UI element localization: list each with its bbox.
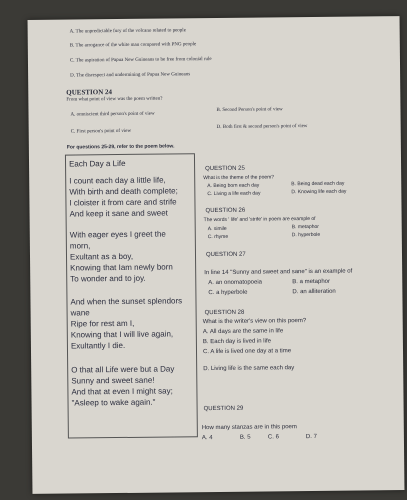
q27-option-b: B. a metaphor	[292, 278, 331, 286]
q28-option-d: D. Living life is the same each day	[203, 365, 295, 373]
poem-line: morn,	[69, 241, 91, 251]
q27-option-a: A. an onomatopoeia	[208, 279, 263, 287]
poem-line: Exultantly I die.	[70, 340, 126, 351]
q27-title: QUESTION 27	[205, 251, 246, 259]
q28-title: QUESTION 28	[204, 309, 245, 317]
poem-line: And keep it sane and sweet	[69, 208, 168, 219]
poem-line: Knowing that Iam newly born	[70, 262, 173, 273]
q27-prompt: In line 14 "Sunny and sweet and sane" is an example of	[204, 268, 353, 277]
q25-title: QUESTION 25	[205, 165, 245, 173]
q24-option-b: B. Second Person's point of view	[216, 107, 283, 113]
q26-option-c: C. rhyme	[207, 233, 229, 241]
q28-prompt: What is the writer's view on this poem?	[202, 318, 307, 326]
q29-option-c: C. 6	[267, 434, 279, 441]
poem-line: And when the sunset splendors	[70, 296, 183, 307]
q26-prompt: The words ' life' and 'strife' in poem are example of	[203, 215, 316, 224]
q24-option-d: D. Both first & second person's point of view	[216, 124, 308, 130]
poem-line: Knowing that I will live again,	[70, 329, 174, 340]
exam-sheet	[28, 16, 405, 494]
q25-option-b: B. Being dead each day	[291, 180, 345, 188]
q29-option-d: D. 7	[305, 433, 317, 441]
q26-option-d: D. hyperbole	[291, 231, 321, 239]
poem-line: Sunny and sweet sane!	[71, 375, 155, 386]
q25-option-d: D. Knowing life each day	[291, 188, 347, 196]
q25-option-a: A. Being born each day	[207, 182, 260, 190]
q24-option-a: A. omniscient third person's point of view	[70, 111, 155, 118]
q24-option-c: C. First person's point of view	[70, 128, 132, 135]
poem-line: With birth and death complete;	[69, 186, 178, 197]
q26-option-a: A. simile	[207, 225, 227, 233]
q26-option-b: B. metaphor	[291, 223, 319, 231]
prev-option-c: C. The aspiration of Papua New Guineans to be free from colonial rule	[69, 57, 212, 64]
poem-title: Each Day a Life	[68, 158, 126, 169]
prev-option-a: A. The unpredictable fury of the volcano related to people	[69, 28, 186, 35]
q24-title: QUESTION 24	[66, 88, 113, 97]
poem-line: With eager eyes I greet the	[69, 229, 166, 240]
q26-title: QUESTION 26	[205, 207, 246, 215]
poem-line: wane	[70, 308, 90, 318]
prev-option-d: D. The disrespect and undermining of Papua New Guineans	[70, 72, 191, 79]
poem-line: O that all Life were but a Day	[71, 364, 175, 375]
q28-option-c: C. A life is lived one day at a time	[202, 348, 292, 356]
instruction: For questions 25-29, refer to the poem below.	[66, 143, 175, 151]
q27-option-d: D. an alliteration	[292, 288, 336, 296]
poem-line: Exultant as a boy,	[69, 251, 134, 262]
poem-line: "Asleep to wake again."	[71, 397, 156, 408]
q29-prompt: How many stanzas are in this poem	[201, 424, 297, 432]
q28-option-a: A. All days are the same in life	[202, 328, 284, 336]
poem-line: Ripe for rest am I,	[70, 318, 135, 329]
q25-prompt: What is the theme of the poem?	[203, 174, 275, 182]
poem-line: I count each day a little life,	[69, 175, 166, 186]
q27-option-c: C. a hyperbole	[208, 289, 248, 297]
q25-option-c: C. Living a life each day	[207, 190, 261, 198]
q28-option-b: B. Each day is lived in life	[202, 338, 271, 346]
prev-option-b: B. The arrogance of the white man compared with PNG people	[69, 42, 197, 49]
poem-line: And that at even I might say;	[71, 386, 173, 397]
q29-option-b: B. 5	[239, 434, 251, 441]
q29-title: QUESTION 29	[203, 405, 244, 413]
q29-option-a: A. 4	[201, 435, 213, 442]
poem-line: I cloister it from care and strife	[69, 197, 177, 208]
q24-prompt: From what point of view was the poem written?	[66, 96, 163, 103]
poem-line: To wonder and to joy.	[70, 273, 146, 284]
